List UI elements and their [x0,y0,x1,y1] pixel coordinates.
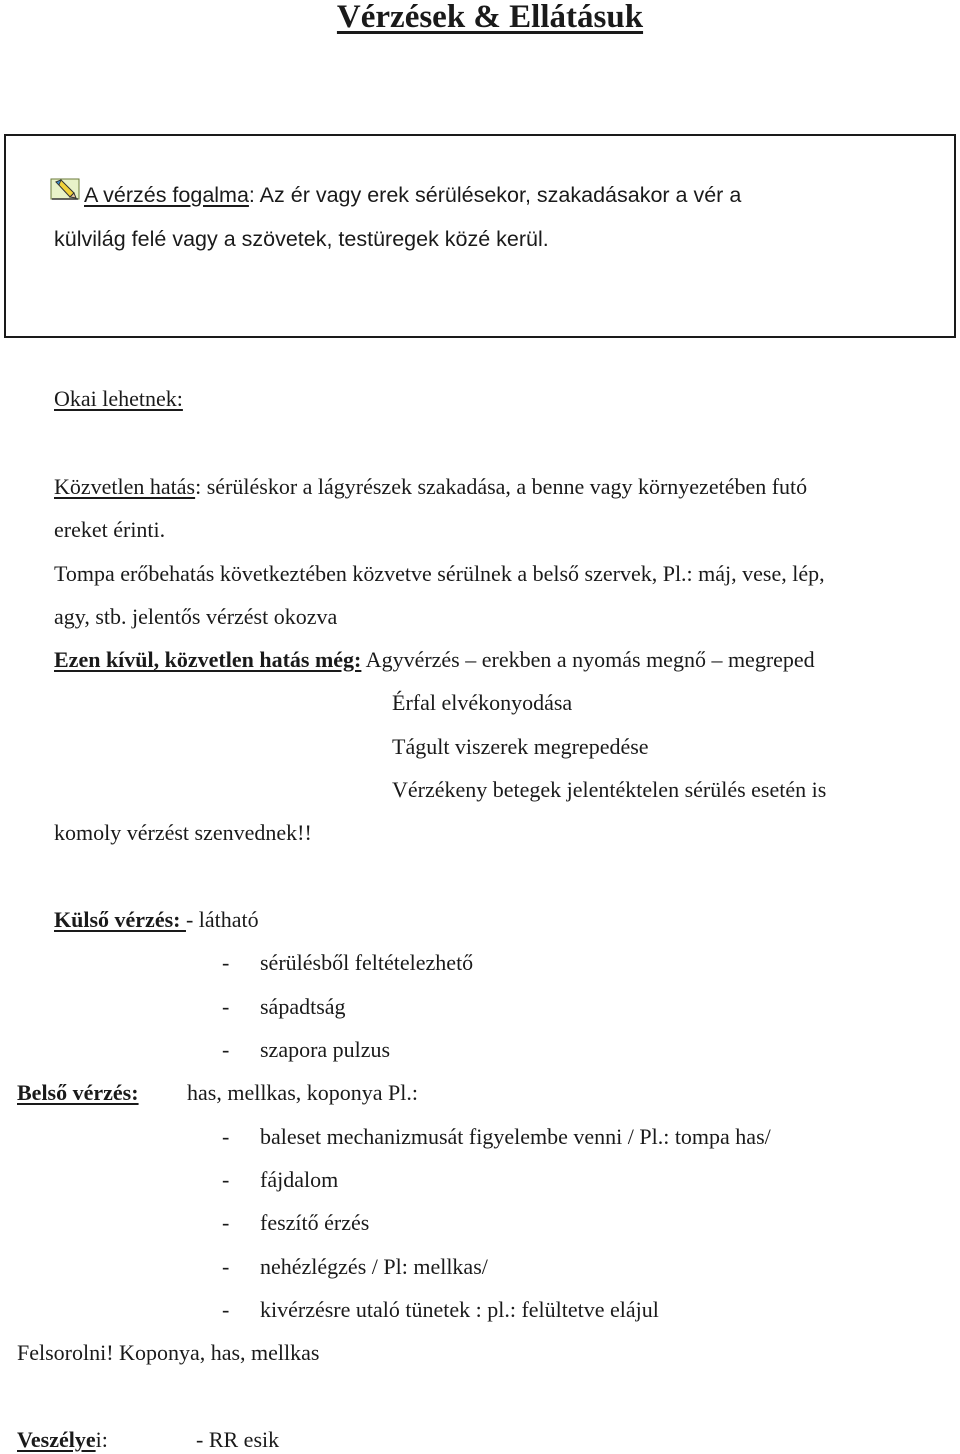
internal-sign-item: kivérzésre utaló tünetek : pl.: felültetve elájul [260,1297,659,1322]
list-dash: - [222,1037,230,1062]
list-note: Felsorolni! Koponya, has, mellkas [17,1340,320,1365]
list-dash: - [222,1124,230,1149]
internal-sign-item: baleset mechanizmusát figyelembe venni / Pl.: tompa has/ [260,1124,771,1149]
pencil-icon [50,178,80,200]
direct-effect-label: Közvetlen hatás [54,474,196,499]
definition-line-1 [84,182,741,208]
dangers-label [17,1427,108,1453]
direct-effect-line-1 [54,474,807,500]
other-causes-label: Ezen kívül, közvetlen hatás még: [54,647,362,672]
internal-sign-item: fájdalom [260,1167,339,1192]
cause-sub-item: Érfal elvékonyodása [392,690,573,715]
internal-sign-item: nehézlégzés / Pl: mellkas/ [260,1254,488,1279]
internal-sign-item: feszítő érzés [260,1210,370,1235]
list-dash: - [222,1210,230,1235]
list-dash: - [222,1254,230,1279]
external-sign-item: szapora pulzus [260,1037,391,1062]
direct-effect-text: : sérüléskor a lágyrészek szakadása, a benne vagy környezetében futó [195,474,808,499]
definition-text-1: : Az ér vagy erek sérülésekor, szakadásakor a vér a [248,183,742,207]
other-causes-text: Agyvérzés – erekben a nyomás megnő – megreped [361,647,815,672]
other-causes-line [54,647,815,673]
list-dash: - [222,1167,230,1192]
cause-sub-item: Tágult viszerek megrepedése [392,734,649,759]
internal-bleeding-label: Belső vérzés: [17,1080,139,1105]
internal-bleeding-first: has, mellkas, koponya Pl.: [187,1080,418,1105]
list-dash: - [222,950,230,975]
definition-line-2: külvilág felé vagy a szövetek, testüregek közé kerül. [54,227,549,251]
causes-heading: Okai lehetnek: [54,386,183,411]
direct-effect-line-2: ereket érinti. [54,517,166,542]
dangers-label-rest: i: [95,1427,108,1452]
dangers-label-underlined: Veszélye [17,1427,96,1452]
external-bleeding-label: Külső vérzés: [54,907,186,932]
external-bleeding-first: - látható [185,907,259,932]
external-sign-item: sérülésből feltételezhető [260,950,474,975]
list-dash: - [222,1297,230,1322]
blunt-force-line-2: agy, stb. jelentős vérzést okozva [54,604,338,629]
external-bleeding-line [54,907,259,933]
external-sign-item: sápadtság [260,994,346,1019]
definition-heading: A vérzés fogalma [84,183,249,207]
dangers-first: - RR esik [196,1427,280,1452]
cause-sub-item: Vérzékeny betegek jelentéktelen sérülés esetén is [392,777,827,802]
page-title: Vérzések & Ellátásuk [336,0,644,35]
blunt-force-line-1: Tompa erőbehatás következtében közvetve sérülnek a belső szervek, Pl.: máj, vese, lép, [54,561,825,586]
list-dash: - [222,994,230,1019]
cause-tail: komoly vérzést szenvednek!! [54,820,312,845]
